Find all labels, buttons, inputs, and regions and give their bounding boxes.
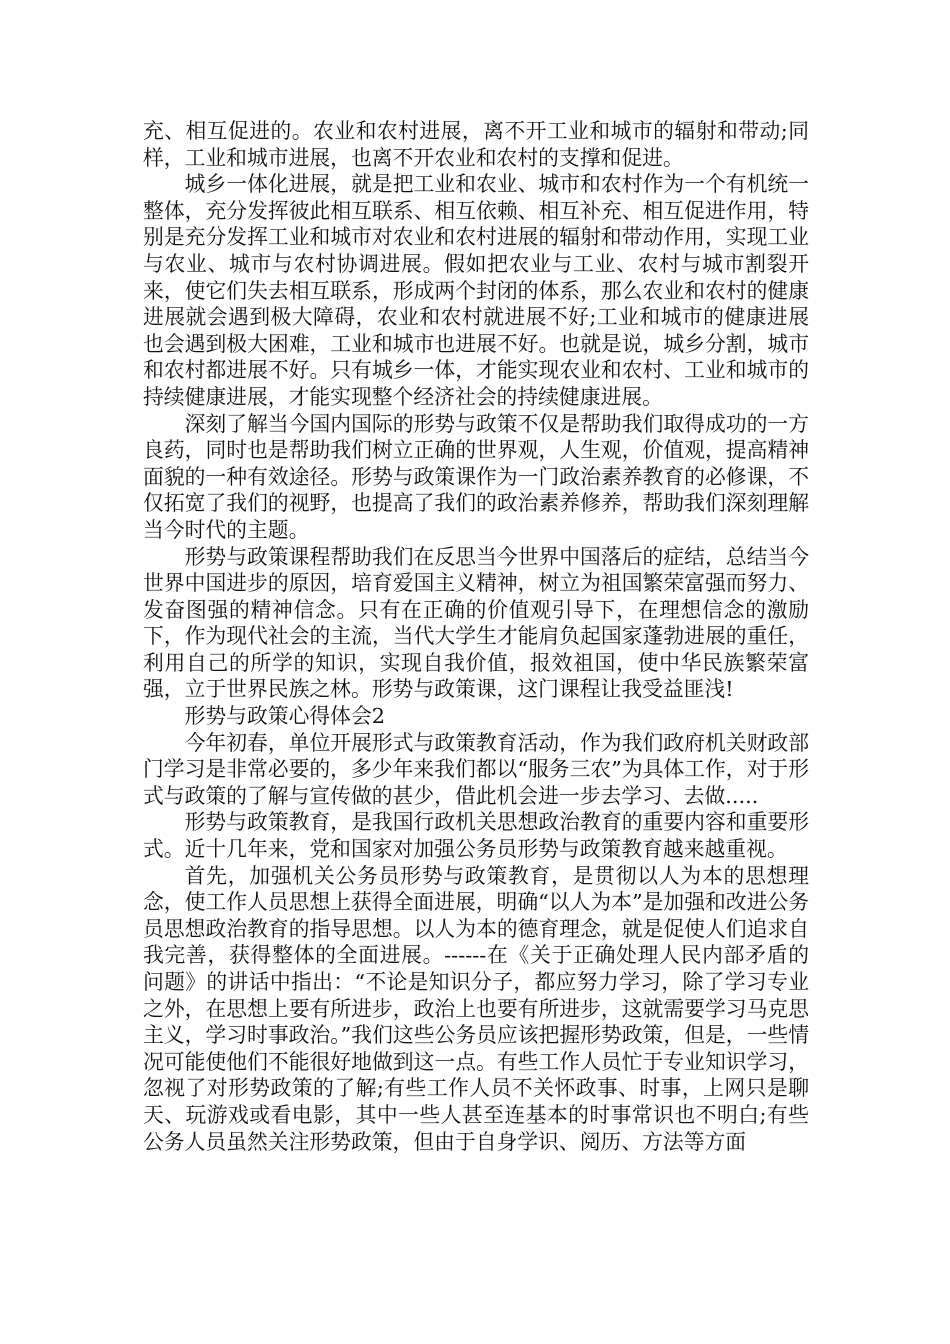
paragraph-2: 城乡一体化进展，就是把工业和农业、城市和农村作为一个有机统一整体，充分发挥彼此相互联系、相互依赖、相互补充、相互促进作用，特别是充分发挥工业和城市对农业和农村进展的辐射和带动作用，实现工业与农业、城市与农村协调进展。假如把农业与工业、农村与城市割裂开来，使它们失去相互联系，形成两个封闭的体系，那么农业和农村的健康进展就会遇到极大障碍，农业和农村就进展不好;工业和城市的健康进展也会遇到极大困难，工业和城市也进展不好。也就是说，城乡分割，城市和农村都进展不好。只有城乡一体，才能实现农业和农村、工业和城市的持续健康进展，才能实现整个经济社会的持续健康进展。 [143, 172, 809, 409]
paragraph-5: 今年初春，单位开展形式与政策教育活动，作为我们政府机关财政部门学习是非常必要的，多少年来我们都以“服务三农”为具体工作，对于形式与政策的了解与宣传做的甚少，借此机会进一步去学习、去做..... [143, 730, 809, 808]
paragraph-1: 充、相互促进的。农业和农村进展，离不开工业和城市的辐射和带动;同样，工业和城市进展，也离不开农业和农村的支撑和促进。 [143, 119, 809, 170]
document-body [143, 118, 809, 1155]
paragraph-7: 首先，加强机关公务员形势与政策教育，是贯彻以人为本的思想理念，使工作人员思想上获得全面进展，明确“以人为本”是加强和改进公务员思想政治教育的指导思想。以人为本的德育理念，就是促使人们追求自我完善，获得整体的全面进展。------在《关于正确处理人民内部矛盾的问题》的讲话中指出：“不论是知识分子，都应努力学习，除了学习专业之外，在思想上要有所进步，政治上也要有所进步，这就需要学习马克思主义，学习时事政治。”我们这些公务员应该把握形势政策，但是，一些情况可能使他们不能很好地做到这一点。有些工作人员忙于专业知识学习，忽视了对形势政策的了解;有些工作人员不关怀政事、时事，上网只是聊天、玩游戏或看电影，其中一些人甚至连基本的时事常识也不明白;有些公务人员虽然关注形势政策，但由于自身学识、阅历、方法等方面 [143, 863, 809, 1154]
paragraph-4: 形势与政策课程帮助我们在反思当今世界中国落后的症结，总结当今世界中国进步的原因，培育爱国主义精神，树立为祖国繁荣富强而努力、发奋图强的精神信念。只有在正确的价值观引导下，在理想信念的激励下，作为现代社会的主流，当代大学生才能肩负起国家蓬勃进展的重任，利用自己的所学的知识，实现自我价值，报效祖国，使中华民族繁荣富强，立于世界民族之林。形势与政策课，这门课程让我受益匪浅! [143, 544, 809, 702]
paragraph-6: 形势与政策教育，是我国行政机关思想政治教育的重要内容和重要形式。近十几年来，党和国家对加强公务员形势与政策教育越来越重视。 [143, 810, 809, 862]
paragraph-3: 深刻了解当今国内国际的形势与政策不仅是帮助我们取得成功的一方良药，同时也是帮助我们树立正确的世界观，人生观，价值观，提高精神面貌的一种有效途径。形势与政策课作为一门政治素养教育的必修课，不仅拓宽了我们的视野，也提高了我们的政治素养修养，帮助我们深刻理解当今时代的主题。 [143, 411, 809, 542]
section-heading: 形势与政策心得体会2 [184, 704, 385, 729]
